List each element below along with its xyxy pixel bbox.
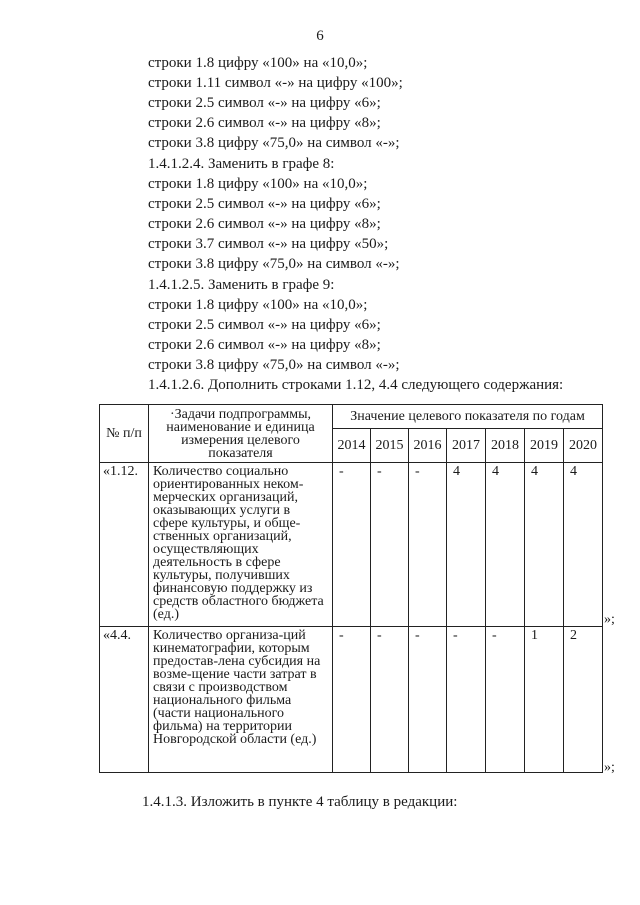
text-line: строки 1.8 цифру «100» на «10,0»; [148,176,368,192]
text-line: строки 2.5 символ «-» на цифру «6»; [148,317,381,333]
text-line: строки 2.6 символ «-» на цифру «8»; [148,216,381,232]
row-value: - [371,627,409,773]
header-year: 2018 [486,429,525,463]
text-line: строки 1.8 цифру «100» на «10,0»; [148,297,368,313]
text-line: строки 1.11 символ «-» на цифру «100»; [148,75,403,91]
text-line: строки 1.8 цифру «100» на «10,0»; [148,55,368,71]
text-line: 1.4.1.2.4. Заменить в графе 8: [148,156,335,172]
text-line: 1.4.1.2.5. Заменить в графе 9: [148,277,335,293]
row-closing-quote: »; [604,760,615,775]
text-line: строки 2.5 символ «-» на цифру «6»; [148,95,381,111]
row-value: - [409,463,447,627]
header-number: № п/п [100,405,149,463]
row-value: - [333,463,371,627]
text-line: строки 3.8 цифру «75,0» на символ «-»; [148,256,400,272]
footer-text-line: 1.4.1.3. Изложить в пункте 4 таблицу в редакции: [142,794,458,810]
row-value: - [447,627,486,773]
text-line: строки 2.5 символ «-» на цифру «6»; [148,196,381,212]
row-value: - [409,627,447,773]
header-year: 2014 [333,429,371,463]
row-description: Количество организа-ций кинематографии, которым предостав-лена субсидия на возме-щение части затрат в связи с производством национального фильма (части национального фильма) на территории Новгородской области (ед.) [149,627,333,773]
row-value: 1 [525,627,564,773]
header-years-group: Значение целевого показателя по годам [333,405,603,429]
header-year: 2019 [525,429,564,463]
header-task: ·Задачи подпрограммы, наименование и единица измерения целевого показателя [149,405,333,463]
text-line: строки 3.8 цифру «75,0» на символ «-»; [148,357,400,373]
row-description: Количество социально ориентированных неком-мерческих организаций, оказывающих услуги в сфере культуры, и обще-ственных организаций, осуществляющих деятельность в сфере культуры, получивших финансовую поддержку из средств областного бюджета (ед.) [149,463,333,627]
table-row [100,463,603,627]
row-value: 2 [564,627,603,773]
row-closing-quote: »; [604,612,615,627]
row-number: «4.4. [100,627,149,773]
text-line: 1.4.1.2.6. Дополнить строками 1.12, 4.4 следующего содержания: [148,377,564,393]
row-value: 4 [564,463,603,627]
table-row [100,627,603,773]
header-year: 2020 [564,429,603,463]
text-line: строки 3.7 символ «-» на цифру «50»; [148,236,389,252]
header-year: 2015 [371,429,409,463]
row-value: - [486,627,525,773]
row-number: «1.12. [100,463,149,627]
page-number: 6 [316,28,324,44]
indicator-table [99,404,603,773]
row-value: - [333,627,371,773]
row-value: 4 [447,463,486,627]
header-year: 2017 [447,429,486,463]
text-line: строки 3.8 цифру «75,0» на символ «-»; [148,135,400,151]
text-line: строки 2.6 символ «-» на цифру «8»; [148,115,381,131]
row-value: - [371,463,409,627]
row-value: 4 [525,463,564,627]
header-year: 2016 [409,429,447,463]
text-line: строки 2.6 символ «-» на цифру «8»; [148,337,381,353]
row-value: 4 [486,463,525,627]
